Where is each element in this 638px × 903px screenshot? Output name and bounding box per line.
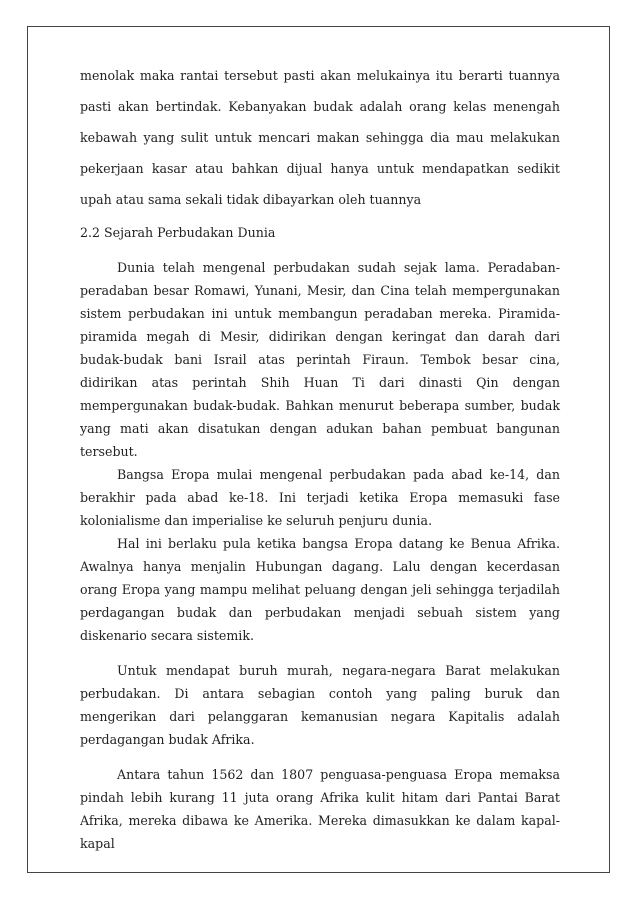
paragraph-2: Bangsa Eropa mulai mengenal perbudakan pada abad ke-14, dan berakhir pada abad ke-18. Ini terjadi ketika Eropa memasuki fase kolonialisme dan imperialise ke seluruh penjuru dunia. <box>80 467 560 528</box>
paragraph-continuation: menolak maka rantai tersebut pasti akan melukainya itu berarti tuannya pasti akan bertindak. Kebanyakan budak adalah orang kelas menengah kebawah yang sulit untuk mencari makan sehingga dia mau melakukan pekerjaan kasar atau bahkan dijual hanya untuk mendapatkan sedikit upah atau sama sekali tidak dibayarkan oleh tuannya <box>80 68 560 207</box>
section-heading: 2.2 Sejarah Perbudakan Dunia <box>80 225 276 240</box>
paragraph-1: Dunia telah mengenal perbudakan sudah sejak lama. Peradaban-peradaban besar Romawi, Yunani, Mesir, dan Cina telah mempergunakan sistem perbudakan ini untuk membangun peradaban mereka. Piramida-piramida megah di Mesir, didirikan dengan keringat dan darah dari budak-budak bani Israil atas perintah Firaun. Tembok besar cina, didirikan atas perintah Shih Huan Ti dari dinasti Qin dengan mempergunakan budak-budak. Bahkan menurut beberapa sumber, budak yang mati akan disatukan dengan adukan bahan pembuat bangunan tersebut. <box>80 260 560 459</box>
paragraph-4: Untuk mendapat buruh murah, negara-negara Barat melakukan perbudakan. Di antara sebagian contoh yang paling buruk dan mengerikan dari pelanggaran kemanusian negara Kapitalis adalah perdagangan budak Afrika. <box>80 663 560 747</box>
paragraph-5: Antara tahun 1562 dan 1807 penguasa-penguasa Eropa memaksa pindah lebih kurang 11 juta orang Afrika kulit hitam dari Pantai Barat Afrika, mereka dibawa ke Amerika. Mereka dimasukkan ke dalam kapal-kapal <box>80 767 560 851</box>
document-body <box>80 60 560 855</box>
paragraph-3: Hal ini berlaku pula ketika bangsa Eropa datang ke Benua Afrika. Awalnya hanya menjalin Hubungan dagang. Lalu dengan kecerdasan orang Eropa yang mampu melihat peluang dengan jeli sehingga terjadilah perdagangan budak dan perbudakan menjadi sebuah sistem yang diskenario secara sistemik. <box>80 536 560 643</box>
